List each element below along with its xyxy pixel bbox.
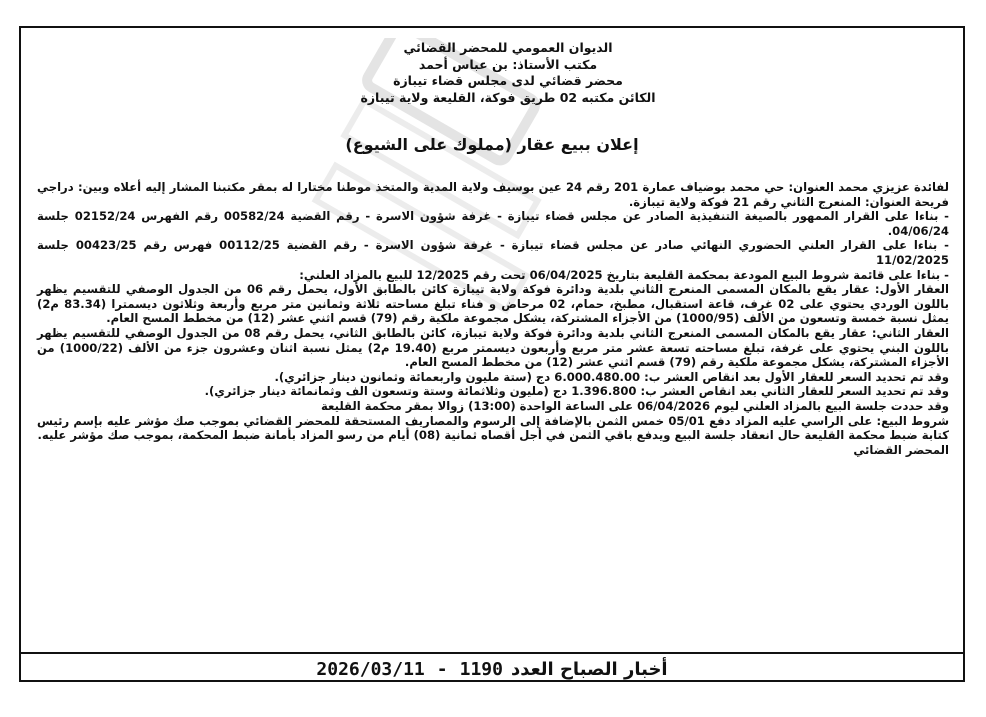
header-line-3: محضر قضائي لدى مجلس قضاء تيبازة [393, 73, 623, 88]
signature-bailiff: المحضر القضائي [853, 442, 949, 457]
header-line-2: مكتب الأستاذ: بن عباس أحمد [418, 56, 598, 72]
notice-body [37, 180, 949, 457]
paragraph-auction-date: وقد حددت جلسة البيع بالمزاد العلني ليوم 06/04/2026 على الساعة الواحدة (13:00) زوالا بمقر محكمة القليعة [321, 398, 949, 413]
paragraph-parties: لفائدة عزيزي محمد العنوان: حي محمد بوضياف عمارة 201 رقم 24 عين بوسيف ولاية المدية والمتخذ موطنا مختارا له بمقر مكتبنا المشار إليه أعلاه وبين: دراجي فريحة العنوان: المنعرج الثاني رقم 21 فوكة ولاية تيبازة. [37, 180, 949, 209]
footer-date: 2026/03/11 [316, 658, 425, 680]
paragraph-price-2: وقد تم تحديد السعر للعقار الثاني بعد انقاص العشر ب: 1.396.800 دج (مليون وثلاثمائة وستة وتسعون الف وثمانمائة دينار جزائري). [204, 384, 949, 399]
header-line-1: الديوان العمومي للمحضر القضائي [403, 40, 613, 55]
paragraph-final-decision: - بناءا على القرار العلني الحضوري النهائي صادر عن مجلس قضاء تيبازة - غرفة شؤون الاسرة - رقم القضية 00112/25 فهرس رقم 00423/25 جلسة 11/02/2025 [37, 238, 949, 267]
paragraph-sale-conditions-list: - بناءا على قائمة شروط البيع المودعة بمحكمة القليعة بتاريخ 06/04/2025 تحت رقم 12/2025 للبيع بالمزاد العلني: [299, 267, 949, 282]
bailiff-office-header [298, 40, 718, 106]
paragraph-enforceable-decision: - بناءا على القرار الممهور بالصيغة التنفيذية الصادر عن مجلس قضاء تيبازة - غرفة شؤون الاسرة - رقم القضية 00582/24 رقم الفهرس 02152/24 جلسة 04/06/24. [37, 209, 949, 238]
paragraph-price-1: وقد تم تحديد السعر للعقار الأول بعد انقاص العشر ب: 6.000.480.00 دج (ستة مليون واربعمائة وثمانون دينار جزائري). [274, 369, 949, 384]
notice-frame [19, 26, 965, 682]
footer-divider [19, 652, 965, 654]
header-line-4: الكائن مكتبه 02 طريق فوكة، القليعة ولاية تيبازة [360, 89, 656, 105]
notice-title: إعلان ببيع عقار (مملوك على الشيوع) [345, 135, 639, 154]
footer-issue-number: 1190 [459, 658, 503, 680]
paragraph-property-1: العقار الأول: عقار يقع بالمكان المسمى المنعرج الثاني بلدية ودائرة فوكة ولاية تيبازة كائن بالطابق الأول، يحمل رقم 06 من الجدول الوصفي للتقسيم يظهر باللون الوردي يحتوي على 02 غرف، قاعة استقبال، مطبخ، حمام، 02 مرحاض و فناء تبلغ مساحته ثلاثة وثمانين متر مربع وأربعة وثلاثون ديسمترا (83.34 م2) يمثل نسبة خمسة وتسعون من الألف (1000/95) من الأجزاء المشتركة، يشكل مجموعة ملكية رقم (79) قسم اثني عشر (12) من مخطط المسح العام. [37, 282, 949, 326]
paragraph-property-2: العقار الثاني: عقار يقع بالمكان المسمى المنعرج الثاني بلدية ودائرة فوكة ولاية تيبازة، كائن بالطابق الثاني، يحمل رقم 08 من الجدول الوصفي للتقسيم يظهر باللون البني يحتوي على غرفة، تبلغ مساحته تسعة عشر متر مربع وأربعون ديسمتر مربع (19.40 م2) يمثل نسبة اثنان وعشرون جزء من الألف (1000/22) من الأجزاء المشتركة، يشكل مجموعة ملكية رقم (79) قسم اثني عشر (12) من مخطط المسح العام. [37, 325, 949, 370]
paragraph-sale-terms: شروط البيع: على الراسي عليه المزاد دفع 05/01 خمس الثمن بالإضافة إلى الرسوم والمصاريف المستحقة للمحضر القضائي بموجب صك مؤشر عليه بإسم رئيس كتابة ضبط محكمة القليعة حال انعقاد جلسة البيع ويدفع باقي الثمن في أجل أقصاه ثمانية (08) أيام من رسو المزاد بأمانة ضبط المحكمة، بموجب صك مؤشر عليه. [37, 413, 949, 443]
footer-publication-name: أخبار الصباح العدد [510, 658, 668, 680]
publication-footer: 2026/03/11 - 1190 أخبار الصباح العدد [316, 658, 668, 680]
